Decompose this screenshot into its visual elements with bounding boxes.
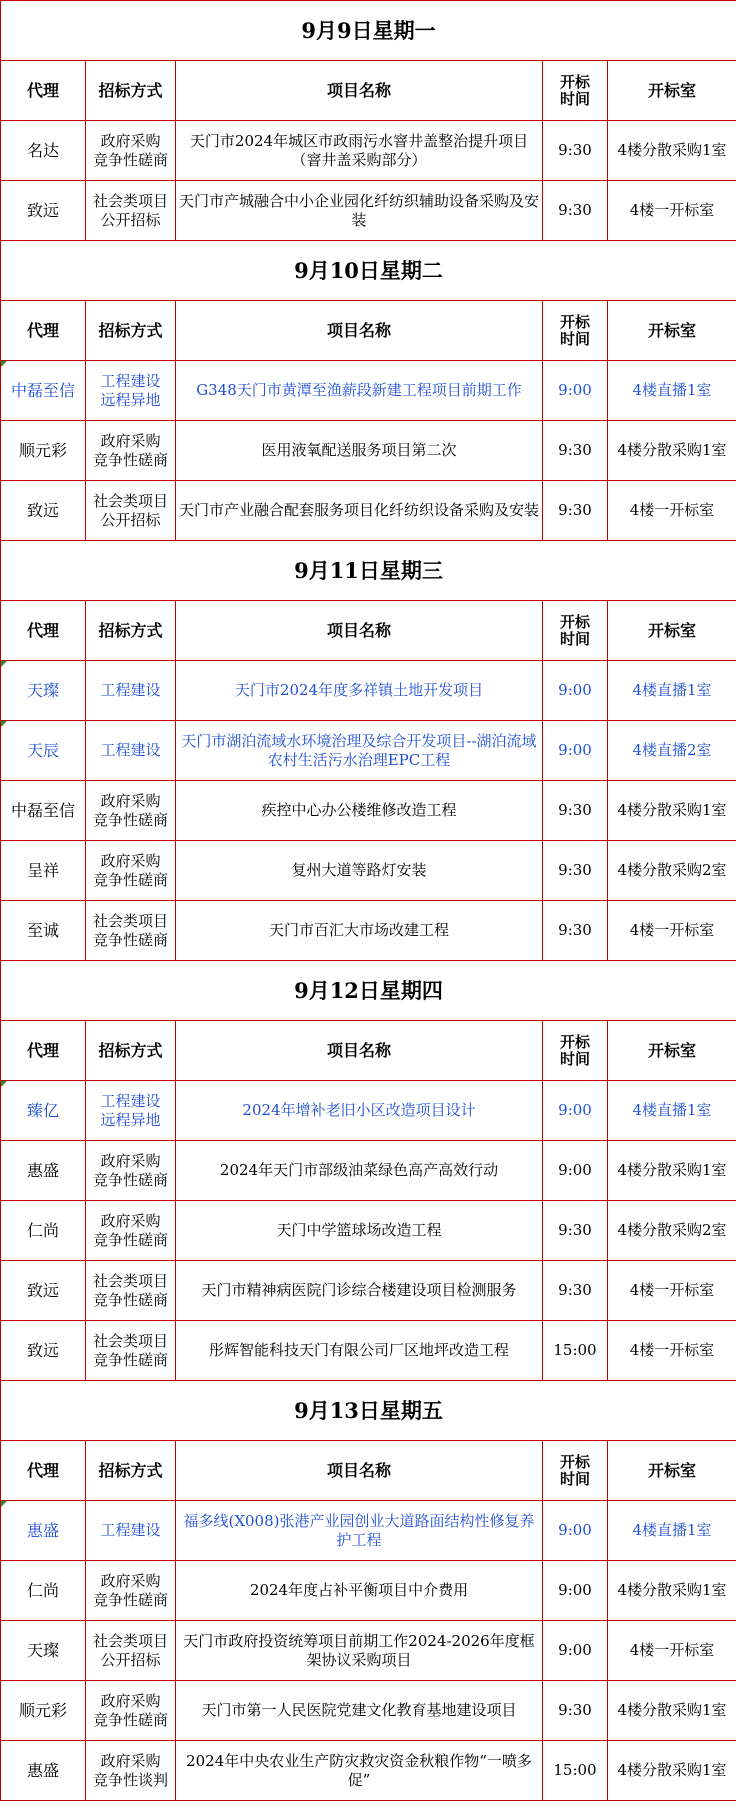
table-row: [1, 841, 736, 901]
header-time: [543, 1441, 608, 1501]
header-time-line2: 时间: [559, 629, 590, 648]
header-time: [543, 301, 608, 361]
method-line2: 竞争性磋商: [92, 1590, 168, 1609]
header-time: [543, 61, 608, 121]
header-room: 开标室: [608, 601, 736, 661]
room-cell: 4楼一开标室: [608, 481, 736, 541]
header-time-line1: 开标: [559, 612, 590, 631]
project-cell: 天门市产业融合配套服务项目化纤纺织设备采购及安装: [176, 481, 543, 541]
agent-cell: 顺元彩: [1, 421, 86, 481]
header-room: 开标室: [608, 301, 736, 361]
method-cell: [86, 901, 176, 961]
day-title-row: [1, 241, 736, 301]
header-method: 招标方式: [86, 61, 176, 121]
header-agent: 代理: [1, 1021, 86, 1081]
header-time: [543, 601, 608, 661]
project-cell: 天门市2024年度多祥镇土地开发项目: [176, 661, 543, 721]
time-cell: 15:00: [543, 1321, 608, 1381]
method-line1: 政府采购: [100, 1571, 161, 1590]
room-cell: 4楼分散采购1室: [608, 121, 736, 181]
method-line1: 社会类项目: [92, 491, 168, 510]
agent-cell: 惠盛: [1, 1741, 86, 1801]
project-cell: 天门市湖泊流域水环境治理及综合开发项目--湖泊流域农村生活污水治理EPC工程: [176, 721, 543, 781]
agent-cell: 中磊至信: [1, 361, 86, 421]
method-line1: 社会类项目: [92, 191, 168, 210]
table-row: [1, 181, 736, 241]
room-cell: 4楼分散采购1室: [608, 1141, 736, 1201]
day-title: 9月9日星期一: [1, 1, 736, 61]
header-agent: 代理: [1, 61, 86, 121]
agent-cell: 致远: [1, 181, 86, 241]
agent-cell: 至诚: [1, 901, 86, 961]
method-cell: [86, 1081, 176, 1141]
header-room: 开标室: [608, 1021, 736, 1081]
time-cell: 9:00: [543, 661, 608, 721]
header-agent: 代理: [1, 601, 86, 661]
room-cell: 4楼一开标室: [608, 181, 736, 241]
method-line1: 工程建设: [100, 371, 161, 390]
header-room: 开标室: [608, 61, 736, 121]
method-line1: 政府采购: [100, 791, 161, 810]
room-cell: 4楼直播1室: [608, 361, 736, 421]
agent-cell: 臻亿: [1, 1081, 86, 1141]
header-time-line1: 开标: [559, 1452, 590, 1471]
method-cell: [86, 1501, 176, 1561]
header-row: [1, 601, 736, 661]
day-title-row: [1, 961, 736, 1021]
header-time-line1: 开标: [559, 312, 590, 331]
room-cell: 4楼直播2室: [608, 721, 736, 781]
header-project: 项目名称: [176, 301, 543, 361]
agent-cell: 惠盛: [1, 1141, 86, 1201]
schedule-body: [1, 1, 736, 1801]
method-line1: 社会类项目: [92, 1331, 168, 1350]
method-line2: 远程异地: [100, 390, 161, 409]
project-cell: 2024年天门市部级油菜绿色高产高效行动: [176, 1141, 543, 1201]
project-cell: 天门市产城融合中小企业园化纤纺织辅助设备采购及安装: [176, 181, 543, 241]
table-row: [1, 721, 736, 781]
method-line2: 远程异地: [100, 1110, 161, 1129]
method-line2: 竞争性磋商: [92, 1290, 168, 1309]
method-line2: 竞争性磋商: [92, 150, 168, 169]
project-cell: 2024年中央农业生产防灾救灾资金秋粮作物“一喷多促”: [176, 1741, 543, 1801]
method-cell: [86, 1741, 176, 1801]
agent-cell: 致远: [1, 481, 86, 541]
time-cell: 9:30: [543, 1681, 608, 1741]
time-cell: 9:00: [543, 1141, 608, 1201]
project-cell: 天门市第一人民医院党建文化教育基地建设项目: [176, 1681, 543, 1741]
header-project: 项目名称: [176, 61, 543, 121]
method-line1: 工程建设: [100, 681, 161, 699]
project-cell: 福多线(X008)张港产业园创业大道路面结构性修复养护工程: [176, 1501, 543, 1561]
project-cell: 复州大道等路灯安装: [176, 841, 543, 901]
agent-cell: 天璨: [1, 1621, 86, 1681]
agent-cell: 顺元彩: [1, 1681, 86, 1741]
room-cell: 4楼分散采购1室: [608, 1741, 736, 1801]
agent-cell: 致远: [1, 1321, 86, 1381]
day-title: 9月10日星期二: [1, 241, 736, 301]
agent-cell: 天辰: [1, 721, 86, 781]
table-row: [1, 661, 736, 721]
project-cell: 2024年增补老旧小区改造项目设计: [176, 1081, 543, 1141]
method-line1: 政府采购: [100, 131, 161, 150]
method-line1: 政府采购: [100, 1751, 161, 1770]
room-cell: 4楼分散采购1室: [608, 1561, 736, 1621]
project-cell: 天门市2024年城区市政雨污水窨井盖整治提升项目（窨井盖采购部分）: [176, 121, 543, 181]
project-cell: 2024年度占补平衡项目中介费用: [176, 1561, 543, 1621]
method-cell: [86, 421, 176, 481]
header-time-line2: 时间: [559, 329, 590, 348]
method-line2: 竞争性磋商: [92, 1170, 168, 1189]
agent-cell: 仁尚: [1, 1201, 86, 1261]
method-line1: 工程建设: [100, 741, 161, 759]
header-method: 招标方式: [86, 601, 176, 661]
table-row: [1, 1621, 736, 1681]
table-row: [1, 1261, 736, 1321]
room-cell: 4楼直播1室: [608, 1081, 736, 1141]
method-cell: [86, 361, 176, 421]
room-cell: 4楼直播1室: [608, 1501, 736, 1561]
header-method: 招标方式: [86, 1441, 176, 1501]
method-line1: 社会类项目: [92, 1631, 168, 1650]
time-cell: 9:30: [543, 181, 608, 241]
header-time-line1: 开标: [559, 1032, 590, 1051]
method-line2: 公开招标: [100, 510, 161, 529]
project-cell: 疾控中心办公楼维修改造工程: [176, 781, 543, 841]
project-cell: G348天门市黄潭至渔薪段新建工程项目前期工作: [176, 361, 543, 421]
method-line2: 公开招标: [100, 210, 161, 229]
table-row: [1, 1561, 736, 1621]
method-cell: [86, 1141, 176, 1201]
method-cell: [86, 1321, 176, 1381]
header-agent: 代理: [1, 1441, 86, 1501]
time-cell: 9:30: [543, 481, 608, 541]
header-row: [1, 1021, 736, 1081]
method-cell: [86, 121, 176, 181]
time-cell: 9:00: [543, 361, 608, 421]
day-title: 9月12日星期四: [1, 961, 736, 1021]
method-line2: 竞争性磋商: [92, 1230, 168, 1249]
time-cell: 9:30: [543, 901, 608, 961]
method-line1: 政府采购: [100, 1691, 161, 1710]
method-line1: 社会类项目: [92, 911, 168, 930]
project-cell: 天门市百汇大市场改建工程: [176, 901, 543, 961]
table-row: [1, 781, 736, 841]
method-line2: 竞争性谈判: [92, 1770, 168, 1789]
header-row: [1, 301, 736, 361]
table-row: [1, 361, 736, 421]
table-row: [1, 1141, 736, 1201]
time-cell: 9:00: [543, 1561, 608, 1621]
header-time-line2: 时间: [559, 1469, 590, 1488]
table-row: [1, 1501, 736, 1561]
time-cell: 9:30: [543, 121, 608, 181]
header-time-line2: 时间: [559, 89, 590, 108]
day-title-row: [1, 1, 736, 61]
room-cell: 4楼一开标室: [608, 1321, 736, 1381]
time-cell: 9:30: [543, 1201, 608, 1261]
header-row: [1, 61, 736, 121]
table-row: [1, 1201, 736, 1261]
room-cell: 4楼分散采购1室: [608, 781, 736, 841]
method-line2: 竞争性磋商: [92, 870, 168, 889]
room-cell: 4楼直播1室: [608, 661, 736, 721]
table-row: [1, 421, 736, 481]
header-method: 招标方式: [86, 1021, 176, 1081]
method-line1: 政府采购: [100, 1211, 161, 1230]
method-cell: [86, 1561, 176, 1621]
day-title-row: [1, 541, 736, 601]
method-line2: 公开招标: [100, 1650, 161, 1669]
table-row: [1, 901, 736, 961]
method-line1: 政府采购: [100, 1151, 161, 1170]
project-cell: 天门市精神病医院门诊综合楼建设项目检测服务: [176, 1261, 543, 1321]
method-cell: [86, 1261, 176, 1321]
header-room: 开标室: [608, 1441, 736, 1501]
time-cell: 9:00: [543, 1081, 608, 1141]
agent-cell: 中磊至信: [1, 781, 86, 841]
room-cell: 4楼一开标室: [608, 1621, 736, 1681]
method-cell: [86, 661, 176, 721]
method-line2: 竞争性磋商: [92, 810, 168, 829]
table-row: [1, 121, 736, 181]
project-cell: 天门市政府投资统筹项目前期工作2024-2026年度框架协议采购项目: [176, 1621, 543, 1681]
table-row: [1, 481, 736, 541]
time-cell: 9:30: [543, 841, 608, 901]
header-agent: 代理: [1, 301, 86, 361]
header-time: [543, 1021, 608, 1081]
room-cell: 4楼一开标室: [608, 901, 736, 961]
method-line2: 竞争性磋商: [92, 450, 168, 469]
project-cell: 天门中学篮球场改造工程: [176, 1201, 543, 1261]
table-row: [1, 1081, 736, 1141]
header-time-line1: 开标: [559, 72, 590, 91]
header-row: [1, 1441, 736, 1501]
project-cell: 医用液氧配送服务项目第二次: [176, 421, 543, 481]
agent-cell: 惠盛: [1, 1501, 86, 1561]
time-cell: 9:00: [543, 1501, 608, 1561]
method-cell: [86, 481, 176, 541]
header-project: 项目名称: [176, 1021, 543, 1081]
method-cell: [86, 721, 176, 781]
day-title-row: [1, 1381, 736, 1441]
agent-cell: 仁尚: [1, 1561, 86, 1621]
room-cell: 4楼分散采购2室: [608, 1201, 736, 1261]
method-line2: 竞争性磋商: [92, 930, 168, 949]
method-cell: [86, 841, 176, 901]
method-line1: 社会类项目: [92, 1271, 168, 1290]
method-line1: 工程建设: [100, 1521, 161, 1539]
header-project: 项目名称: [176, 1441, 543, 1501]
room-cell: 4楼分散采购2室: [608, 841, 736, 901]
method-line1: 工程建设: [100, 1091, 161, 1110]
time-cell: 9:00: [543, 721, 608, 781]
method-line2: 竞争性磋商: [92, 1350, 168, 1369]
agent-cell: 致远: [1, 1261, 86, 1321]
header-method: 招标方式: [86, 301, 176, 361]
time-cell: 9:30: [543, 421, 608, 481]
method-line1: 政府采购: [100, 851, 161, 870]
project-cell: 彤辉智能科技天门有限公司厂区地坪改造工程: [176, 1321, 543, 1381]
method-cell: [86, 781, 176, 841]
method-line1: 政府采购: [100, 431, 161, 450]
time-cell: 9:30: [543, 781, 608, 841]
day-title: 9月13日星期五: [1, 1381, 736, 1441]
agent-cell: 名达: [1, 121, 86, 181]
time-cell: 9:30: [543, 1261, 608, 1321]
table-row: [1, 1681, 736, 1741]
table-row: [1, 1741, 736, 1801]
header-time-line2: 时间: [559, 1049, 590, 1068]
method-cell: [86, 1681, 176, 1741]
method-cell: [86, 1201, 176, 1261]
time-cell: 9:00: [543, 1621, 608, 1681]
time-cell: 15:00: [543, 1741, 608, 1801]
room-cell: 4楼一开标室: [608, 1261, 736, 1321]
method-line2: 竞争性磋商: [92, 1710, 168, 1729]
method-cell: [86, 181, 176, 241]
agent-cell: 呈祥: [1, 841, 86, 901]
method-cell: [86, 1621, 176, 1681]
agent-cell: 天璨: [1, 661, 86, 721]
room-cell: 4楼分散采购1室: [608, 1681, 736, 1741]
day-title: 9月11日星期三: [1, 541, 736, 601]
header-project: 项目名称: [176, 601, 543, 661]
table-row: [1, 1321, 736, 1381]
room-cell: 4楼分散采购1室: [608, 421, 736, 481]
